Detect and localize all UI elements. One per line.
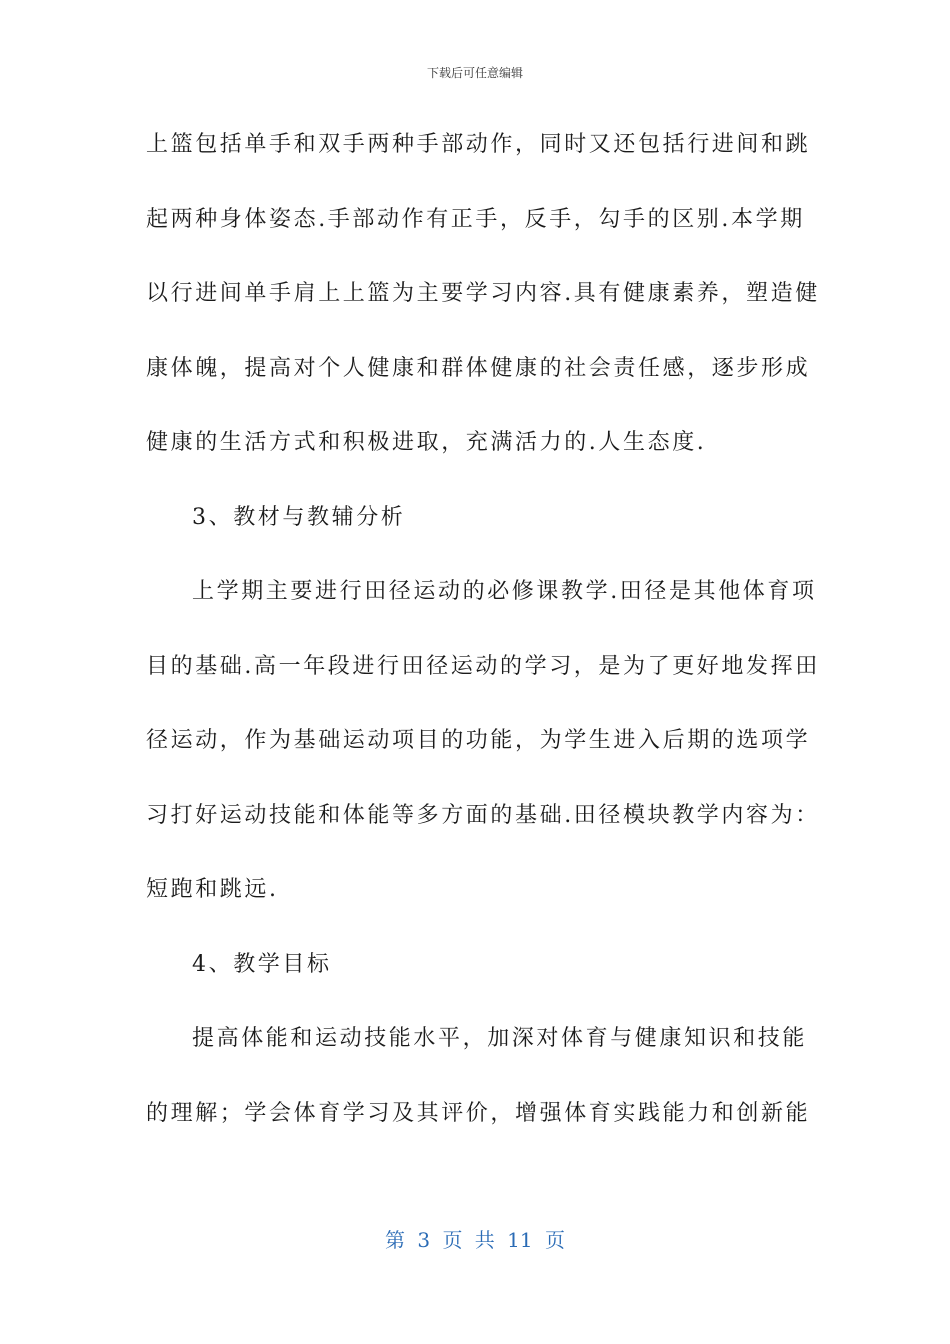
section-heading-4: 4、教学目标 bbox=[192, 951, 332, 977]
paragraph-first-line: 上学期主要进行田径运动的必修课教学.田径是其他体育项 bbox=[192, 579, 817, 604]
text-line: 目的基础.高一年段进行田径运动的学习，是为了更好地发挥田 bbox=[146, 653, 820, 679]
page-number: 第 3 页 共 11 页 bbox=[385, 1228, 565, 1252]
document-body bbox=[146, 120, 820, 1163]
paragraph-first-line: 提高体能和运动技能水平，加深对体育与健康知识和技能 bbox=[192, 1026, 808, 1051]
section-heading-3: 3、教材与教辅分析 bbox=[192, 504, 406, 530]
text-line: 的理解；学会体育学习及其评价，增强体育实践能力和创新能 bbox=[146, 1100, 811, 1126]
text-line: 康体魄，提高对个人健康和群体健康的社会责任感，逐步形成 bbox=[146, 355, 811, 381]
text-line: 短跑和跳远. bbox=[146, 877, 279, 902]
text-line: 健康的生活方式和积极进取，充满活力的.人生态度. bbox=[146, 430, 707, 455]
page-header: 下载后可任意编辑 bbox=[426, 66, 523, 80]
text-line: 径运动，作为基础运动项目的功能，为学生进入后期的选项学 bbox=[146, 728, 811, 753]
text-line: 习打好运动技能和体能等多方面的基础.田径模块教学内容为： bbox=[146, 802, 820, 828]
text-line: 以行进间单手肩上上篮为主要学习内容.具有健康素养，塑造健 bbox=[146, 281, 820, 306]
text-line: 上篮包括单手和双手两种手部动作，同时又还包括行进间和跳 bbox=[146, 132, 811, 157]
text-line: 起两种身体姿态.手部动作有正手，反手，勾手的区别.本学期 bbox=[146, 206, 805, 232]
